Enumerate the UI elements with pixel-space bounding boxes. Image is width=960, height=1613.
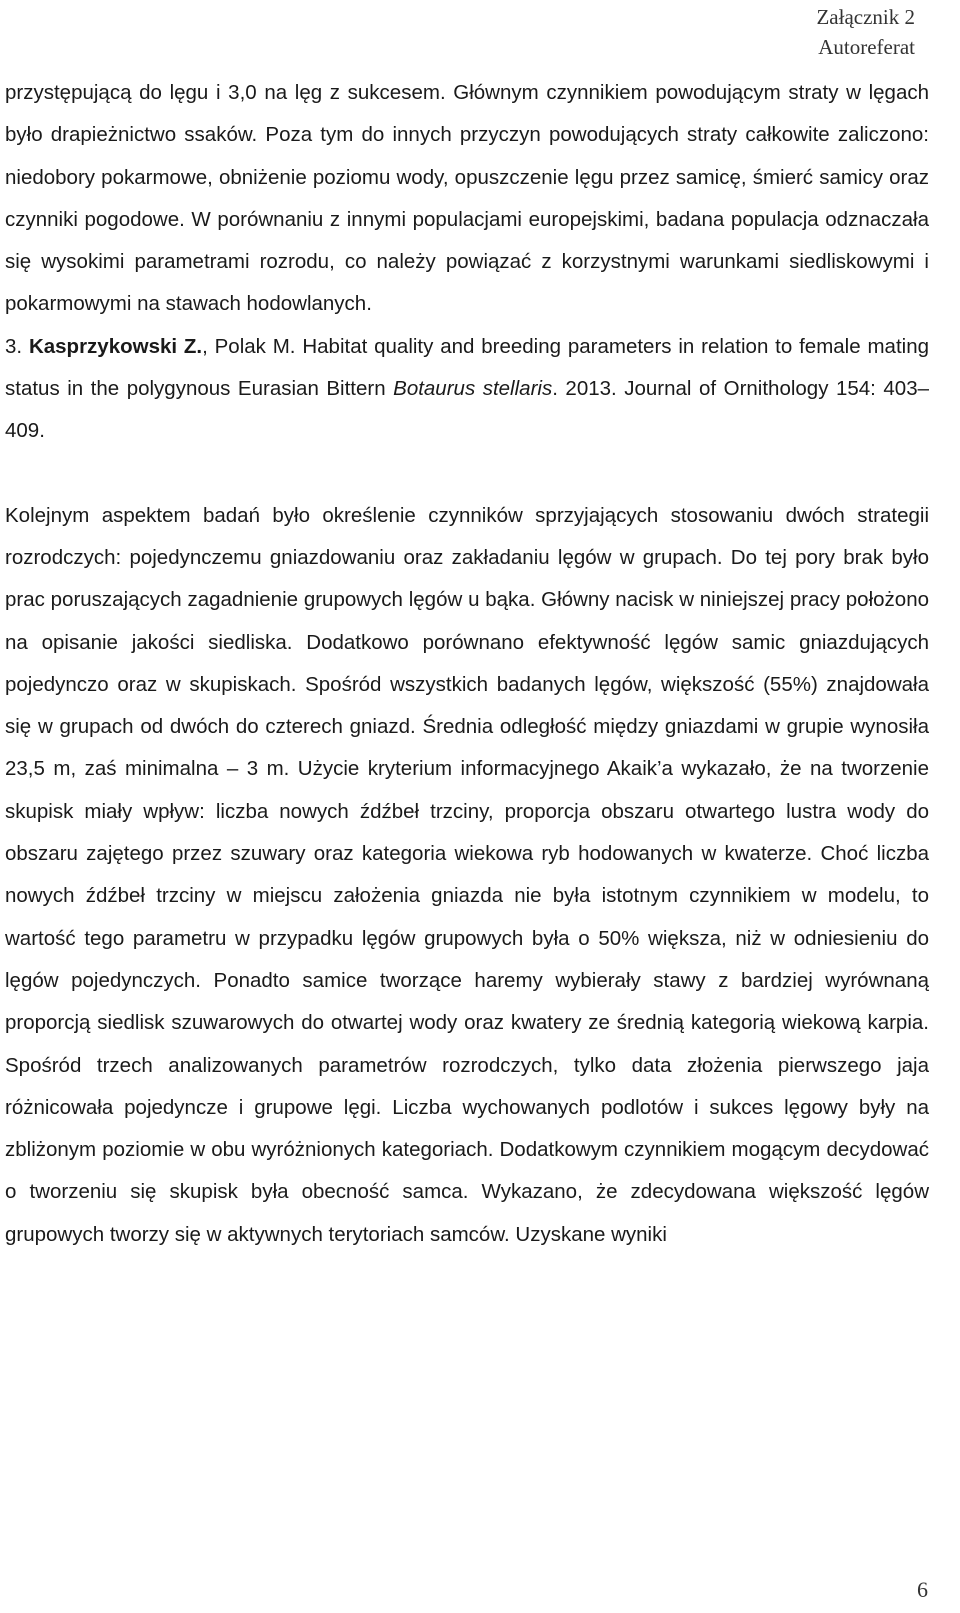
continued-paragraph: przystępującą do lęgu i 3,0 na lęg z sukcesem. Głównym czynnikiem powodującym straty w lęgach było drapieżnictwo ssaków. Poza tym do innych przyczyn powodujących straty całkowite zaliczono: niedobory pokarmowe, obniżenie poziomu wody, opuszczenie lęgu przez samicę, śmierć samicy oraz czynniki pogodowe. W porównaniu z innymi populacjami europejskimi, badana populacja odznaczała się wysokimi parametrami rozrodu, co należy powiązać z korzystnymi warunkami siedliskowymi i pokarmowymi na stawach hodowlanych. (5, 81, 929, 316)
main-paragraph: Kolejnym aspektem badań było określenie czynników sprzyjających stosowaniu dwóch strategii rozrodczych: pojedynczemu gniazdowaniu oraz zakładaniu lęgów w grupach. Do tej pory brak było prac poruszających zagadnienie grupowych lęgów u bąka. Główny nacisk w niniejszej pracy położono na opisanie jakości siedliska. Dodatkowo porównano efektywność lęgów samic gniazdujących pojedynczo oraz w skupiskach. Spośród wszystkich badanych lęgów, większość (55%) znajdowała się w grupach od dwóch do czterech gniazd. Średnia odległość między gniazdami w grupie wynosiła 23,5 m, zaś minimalna – 3 m. Użycie kryterium informacyjnego Akaik’a wykazało, że na tworzenie skupisk miały wpływ: liczba nowych źdźbeł trzciny, proporcja obszaru otwartego lustra wody do obszaru zajętego przez szuwary oraz kategoria wiekowa ryb hodowanych w kwaterze. Choć liczba nowych źdźbeł trzciny w miejscu założenia gniazda nie była istotnym czynnikiem w modelu, to wartość tego parametru w przypadku lęgów grupowych była o 50% większa, niż w odniesieniu do lęgów pojedynczych. Ponadto samice tworzące haremy wybierały stawy z bardziej wyrównaną proporcją siedlisk szuwarowych do otwartej wody oraz kwatery ze średnią kategorią wiekową karpia. Spośród trzech analizowanych parametrów rozrodczych, tylko data złożenia pierwszego jaja różnicowała pojedyncze i grupowe lęgi. Liczba wychowanych podlotów i sukces lęgowy były na zbliżonym poziomie w obu wyróżnionych kategoriach. Dodatkowym czynnikiem mogącym decydować o tworzeniu się skupisk była obecność samca. Wykazano, że zdecydowana większość lęgów grupowych tworzy się w aktywnych terytoriach samców. Uzyskane wyniki (5, 503, 929, 1246)
header-attachment-label: Załącznik 2 (816, 5, 915, 29)
reference-species-name: Botaurus stellaris (393, 377, 553, 401)
reference-number: 3. (5, 334, 23, 358)
reference-coauthors: , Polak M. (202, 334, 296, 358)
header-document-type: Autoreferat (818, 35, 915, 59)
page-number: 6 (917, 1577, 928, 1602)
page-header (816, 2, 915, 62)
reference-title: Habitat quality and breeding parameters in relation to female mating status in the polygynous Eurasian Bittern (5, 334, 929, 401)
reference-journal: Journal of Ornithology 154: 403–409. (5, 377, 929, 443)
publication-reference (5, 326, 929, 453)
reference-lead-author: Kasprzykowski Z. (28, 334, 203, 358)
reference-year: . 2013. (552, 377, 617, 401)
page-content (5, 72, 929, 1256)
